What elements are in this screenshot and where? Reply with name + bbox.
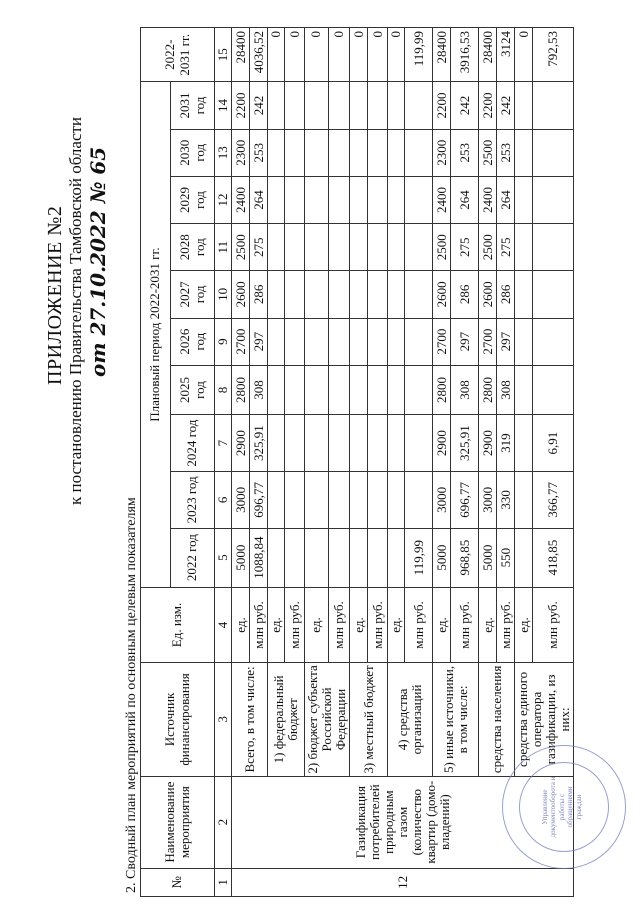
value-cell: 2400 [433, 176, 451, 223]
unit-cell: ед. [232, 587, 250, 663]
value-cell [388, 176, 405, 223]
value-cell: 242 [451, 82, 479, 129]
value-cell [388, 415, 405, 472]
value-cell: 2900 [479, 415, 497, 472]
value-cell [368, 415, 388, 472]
value-cell: 286 [451, 271, 479, 318]
value-cell [350, 415, 368, 472]
value-cell [368, 471, 388, 528]
value-cell [285, 318, 305, 365]
value-cell [350, 82, 368, 129]
value-cell [388, 365, 405, 415]
col-unit-header: Ед. изм. [141, 587, 215, 663]
table-row [433, 28, 451, 897]
value-cell: 2500 [479, 224, 497, 271]
value-cell [350, 129, 368, 176]
value-cell [285, 176, 305, 223]
value-cell [285, 129, 305, 176]
value-cell: 2400 [232, 176, 250, 223]
value-cell [368, 271, 388, 318]
value-cell: 264 [497, 176, 515, 223]
value-cell: 2900 [433, 415, 451, 472]
value-cell [268, 271, 285, 318]
value-cell: 308 [497, 365, 515, 415]
value-cell [268, 82, 285, 129]
value-cell [368, 224, 388, 271]
value-cell: 2800 [433, 365, 451, 415]
unit-cell: ед. [388, 587, 405, 663]
value-cell [285, 271, 305, 318]
table-row [479, 28, 497, 897]
value-cell [350, 224, 368, 271]
value-cell [285, 415, 305, 472]
table-row [268, 28, 285, 897]
value-cell: 2600 [232, 271, 250, 318]
year-header: 2022 год [171, 528, 215, 587]
value-cell [268, 129, 285, 176]
value-cell [515, 365, 533, 415]
year-header: 2029 год [171, 176, 215, 223]
value-cell [405, 82, 433, 129]
value-cell [515, 471, 533, 528]
value-cell [388, 471, 405, 528]
value-cell [305, 129, 329, 176]
unit-cell: ед. [515, 587, 533, 663]
value-cell [368, 129, 388, 176]
value-cell [268, 528, 285, 587]
value-cell [405, 471, 433, 528]
value-cell [515, 415, 533, 472]
value-cell [285, 528, 305, 587]
source-cell: средства населения [479, 663, 515, 776]
value-cell [388, 82, 405, 129]
value-cell [532, 176, 573, 223]
value-cell [388, 318, 405, 365]
unit-cell: млн руб. [451, 587, 479, 663]
value-cell: 696,77 [250, 471, 268, 528]
value-cell [328, 82, 349, 129]
unit-cell: млн руб. [405, 587, 433, 663]
total-cell: 0 [305, 28, 329, 82]
column-number: 1 [215, 868, 232, 896]
value-cell [388, 271, 405, 318]
value-cell [350, 318, 368, 365]
value-cell [350, 471, 368, 528]
value-cell [305, 318, 329, 365]
total-cell: 28400 [433, 28, 451, 82]
column-number: 14 [215, 82, 232, 129]
value-cell: 418,85 [532, 528, 573, 587]
value-cell: 253 [451, 129, 479, 176]
value-cell: 119,99 [405, 528, 433, 587]
value-cell: 2200 [433, 82, 451, 129]
value-cell: 242 [497, 82, 515, 129]
table-row [350, 28, 368, 897]
value-cell: 253 [250, 129, 268, 176]
plan-table [140, 27, 574, 897]
value-cell [268, 176, 285, 223]
value-cell [268, 318, 285, 365]
value-cell [328, 271, 349, 318]
total-cell: 0 [515, 28, 533, 82]
year-header: 2025 год [171, 365, 215, 415]
value-cell: 2600 [479, 271, 497, 318]
value-cell [268, 471, 285, 528]
year-header: 2031 год [171, 82, 215, 129]
value-cell [368, 176, 388, 223]
value-cell [532, 318, 573, 365]
value-cell [305, 471, 329, 528]
date-number: от 27.10.2022 № 65 [86, 146, 110, 377]
value-cell: 325,91 [451, 415, 479, 472]
value-cell [532, 129, 573, 176]
column-number: 15 [215, 28, 232, 82]
unit-cell: млн руб. [532, 587, 573, 663]
value-cell [405, 271, 433, 318]
column-number: 9 [215, 318, 232, 365]
year-header: 2026 год [171, 318, 215, 365]
total-cell: 28400 [232, 28, 250, 82]
value-cell: 696,77 [451, 471, 479, 528]
value-cell: 275 [250, 224, 268, 271]
value-cell: 2700 [433, 318, 451, 365]
value-cell [532, 224, 573, 271]
total-cell: 0 [350, 28, 368, 82]
value-cell [268, 415, 285, 472]
total-cell: 0 [328, 28, 349, 82]
value-cell: 2500 [232, 224, 250, 271]
value-cell [328, 365, 349, 415]
year-header: 2024 год [171, 415, 215, 472]
source-cell: Всего, в том числе: [232, 663, 268, 776]
value-cell [515, 318, 533, 365]
source-cell: 4) средства организаций [388, 663, 433, 776]
value-cell: 2300 [232, 129, 250, 176]
value-cell: 319 [497, 415, 515, 472]
total-cell: 792,53 [532, 28, 573, 82]
value-cell [328, 176, 349, 223]
value-cell: 253 [497, 129, 515, 176]
source-cell: 3) местный бюджет [350, 663, 388, 776]
value-cell [328, 318, 349, 365]
value-cell [285, 365, 305, 415]
value-cell [388, 528, 405, 587]
seal-text: Управление документооборота и работы с обращениями граждан [541, 776, 583, 838]
table-row [232, 28, 250, 897]
total-cell: 119,99 [405, 28, 433, 82]
value-cell [405, 415, 433, 472]
value-cell: 2700 [232, 318, 250, 365]
year-header: 2028 год [171, 224, 215, 271]
value-cell: 308 [250, 365, 268, 415]
row-number: 12 [232, 868, 574, 896]
value-cell: 5000 [232, 528, 250, 587]
value-cell: 2200 [232, 82, 250, 129]
total-cell: 0 [285, 28, 305, 82]
column-number: 12 [215, 176, 232, 223]
value-cell [368, 318, 388, 365]
column-number: 4 [215, 587, 232, 663]
unit-cell: ед. [305, 587, 329, 663]
col-source-header: Источник финансирования [141, 663, 215, 776]
value-cell: 6,91 [532, 415, 573, 472]
value-cell [328, 471, 349, 528]
value-cell: 264 [451, 176, 479, 223]
value-cell: 2500 [479, 129, 497, 176]
value-cell: 297 [451, 318, 479, 365]
value-cell [268, 224, 285, 271]
total-cell: 0 [388, 28, 405, 82]
value-cell: 325,91 [250, 415, 268, 472]
value-cell [515, 528, 533, 587]
unit-cell: млн руб. [368, 587, 388, 663]
value-cell [305, 365, 329, 415]
value-cell: 264 [250, 176, 268, 223]
value-cell [305, 271, 329, 318]
value-cell [405, 176, 433, 223]
column-number: 5 [215, 528, 232, 587]
column-number: 11 [215, 224, 232, 271]
value-cell: 968,85 [451, 528, 479, 587]
value-cell: 3000 [232, 471, 250, 528]
col-name-header: Наименование мероприятия [141, 776, 215, 868]
value-cell [388, 224, 405, 271]
value-cell: 330 [497, 471, 515, 528]
total-cell: 3916,53 [451, 28, 479, 82]
value-cell [515, 129, 533, 176]
total-cell: 28400 [479, 28, 497, 82]
decree-line: к постановлению Правительства Тамбовской области [66, 116, 85, 505]
value-cell [305, 82, 329, 129]
value-cell [515, 271, 533, 318]
unit-cell: млн руб. [497, 587, 515, 663]
value-cell: 2800 [232, 365, 250, 415]
header-row-1 [141, 28, 171, 897]
total-cell: 0 [268, 28, 285, 82]
value-cell [532, 271, 573, 318]
appendix-title: ПРИЛОЖЕНИЕ №2 [44, 205, 66, 385]
value-cell: 275 [497, 224, 515, 271]
column-number: 13 [215, 129, 232, 176]
value-cell: 242 [250, 82, 268, 129]
source-cell: 1) федеральный бюджет [268, 663, 305, 776]
year-header: 2027 год [171, 271, 215, 318]
value-cell [532, 365, 573, 415]
value-cell [368, 365, 388, 415]
column-number-row [215, 28, 232, 897]
table-row [388, 28, 405, 897]
unit-cell: ед. [268, 587, 285, 663]
measure-name: Газификация потребителей природным газом (количество квартир (домо-владений) [232, 776, 574, 868]
unit-cell: ед. [479, 587, 497, 663]
value-cell: 550 [497, 528, 515, 587]
value-cell: 5000 [479, 528, 497, 587]
source-cell: 2) бюджет субъекта Российской Федерации [305, 663, 350, 776]
value-cell [350, 176, 368, 223]
table-row [305, 28, 329, 897]
value-cell: 1088,84 [250, 528, 268, 587]
value-cell: 366,77 [532, 471, 573, 528]
unit-cell: млн руб. [250, 587, 268, 663]
value-cell [285, 82, 305, 129]
value-cell [515, 82, 533, 129]
value-cell: 3000 [433, 471, 451, 528]
value-cell [405, 318, 433, 365]
value-cell [368, 528, 388, 587]
col-num-header: № [141, 868, 215, 896]
column-number: 10 [215, 271, 232, 318]
total-cell: 0 [368, 28, 388, 82]
value-cell [285, 224, 305, 271]
value-cell [328, 129, 349, 176]
value-cell: 5000 [433, 528, 451, 587]
value-cell: 3000 [479, 471, 497, 528]
official-seal [502, 745, 626, 869]
value-cell [328, 224, 349, 271]
source-cell: средства единого оператора газификации, из них: [515, 663, 574, 776]
value-cell: 2400 [479, 176, 497, 223]
value-cell [328, 528, 349, 587]
value-cell [350, 528, 368, 587]
value-cell [515, 176, 533, 223]
year-header: 2030 год [171, 129, 215, 176]
value-cell [350, 365, 368, 415]
value-cell: 2600 [433, 271, 451, 318]
value-cell: 297 [250, 318, 268, 365]
column-number: 3 [215, 663, 232, 776]
value-cell [285, 471, 305, 528]
period-header: Плановый период 2022-2031 гг. [141, 82, 171, 587]
value-cell: 275 [451, 224, 479, 271]
value-cell [305, 415, 329, 472]
value-cell [328, 415, 349, 472]
value-cell: 286 [497, 271, 515, 318]
value-cell [405, 224, 433, 271]
value-cell: 2700 [479, 318, 497, 365]
column-number: 7 [215, 415, 232, 472]
value-cell: 2300 [433, 129, 451, 176]
value-cell [405, 365, 433, 415]
value-cell: 286 [250, 271, 268, 318]
total-cell: 4036,52 [250, 28, 268, 82]
value-cell: 308 [451, 365, 479, 415]
unit-cell: млн руб. [285, 587, 305, 663]
value-cell [515, 224, 533, 271]
total-cell: 3124 [497, 28, 515, 82]
value-cell: 2900 [232, 415, 250, 472]
value-cell [305, 176, 329, 223]
value-cell [268, 365, 285, 415]
value-cell [388, 129, 405, 176]
column-number: 8 [215, 365, 232, 415]
value-cell: 2500 [433, 224, 451, 271]
value-cell [305, 224, 329, 271]
value-cell: 2800 [479, 365, 497, 415]
column-number: 2 [215, 776, 232, 868]
unit-cell: ед. [433, 587, 451, 663]
value-cell: 2200 [479, 82, 497, 129]
col-total-header: 2022-2031 гг. [141, 28, 215, 82]
value-cell [368, 82, 388, 129]
unit-cell: ед. [350, 587, 368, 663]
unit-cell: млн руб. [328, 587, 349, 663]
value-cell [532, 82, 573, 129]
section-title: 2. Сводный план мероприятий по основным целевым показателям [124, 497, 139, 893]
value-cell [350, 271, 368, 318]
year-header: 2023 год [171, 471, 215, 528]
source-cell: 5) иные источники, в том числе: [433, 663, 479, 776]
value-cell: 297 [497, 318, 515, 365]
value-cell [305, 528, 329, 587]
value-cell [405, 129, 433, 176]
column-number: 6 [215, 471, 232, 528]
